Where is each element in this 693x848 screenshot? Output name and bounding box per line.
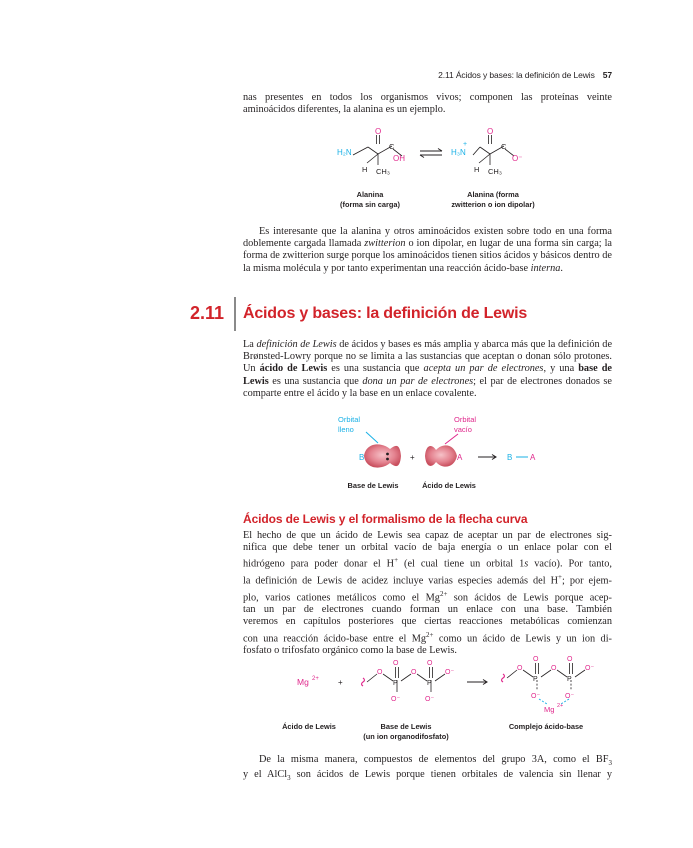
- paragraph-zwitterion: Es interesante que la alanina y otros aminoácidos existen sobre todo en una forma doblemente cargada llamada zwitterion o ion dipolar, en lugar de una forma sin carga; la forma de zwitterion surge porque los aminoácidos tienen sitios ácidos y básicos dentro de la misma molécula y por tanto experimentan una reacción ácido-base interna.: [243, 226, 612, 274]
- bridge-o-1: O: [377, 669, 383, 676]
- carbonyl-oxygen-label: O: [375, 127, 382, 136]
- diphosphate-caption: Base de Lewis (un ion organodifosfato): [363, 722, 449, 741]
- methyl-label-2: CH₃: [488, 167, 502, 176]
- base-b-label: B: [359, 453, 365, 462]
- complex-phosphorus-1: P: [533, 676, 538, 683]
- running-header: [400, 70, 612, 80]
- bridge-o-2: O: [411, 669, 417, 676]
- complex-bridge-o-1: O: [517, 665, 523, 672]
- orbital-empty-label: Orbital: [454, 415, 477, 424]
- product-a-label: A: [530, 453, 536, 462]
- carboxylate-oxygen-label: O: [487, 127, 494, 136]
- electron-dot-2: [386, 458, 389, 461]
- complex-anion-o-1: O⁻: [531, 693, 541, 700]
- complex-caption: Complejo ácido-base: [508, 722, 584, 731]
- hydrogen-label-2: H: [474, 165, 480, 174]
- complex-magnesium-label: Mg: [544, 705, 555, 714]
- paragraph-intro: [243, 92, 612, 116]
- complex-bridge-o-2: O: [551, 665, 557, 672]
- organic-group-icon-2: [502, 674, 505, 682]
- h2n-label: H₂N: [337, 148, 352, 157]
- filled-orbital-lobe: [364, 444, 401, 467]
- orbital-empty-label-2: vacío: [454, 425, 472, 434]
- running-title: 2.11 Ácidos y bases: la definición de Lewis: [438, 70, 595, 80]
- carbon-label: C: [389, 142, 395, 151]
- h3n-label: H₃N: [451, 148, 466, 157]
- plus-sign-2: +: [338, 678, 343, 687]
- anion-o-3: O⁻: [445, 669, 455, 676]
- organic-group-icon: [362, 678, 365, 686]
- orbital-full-pointer: [366, 432, 378, 443]
- empty-orbital-lobe: [425, 445, 457, 466]
- page-number: 57: [602, 70, 612, 80]
- organodiphosphate-ion: [362, 660, 455, 703]
- carboxylate-anion-label: O⁻: [512, 154, 523, 163]
- complex-phosphoryl-o-2: O: [567, 656, 573, 663]
- anion-o-1: O⁻: [391, 696, 401, 703]
- paragraph-lewis-definition: La definición de Lewis de ácidos y bases es más amplia y abarca más que la definición de Brønsted-Lowry porque no se limita a las sustancias que aceptan o donan sólo protones. Un ácido de Lewis es una sustancia que acepta un par de electrones, y una base de Lewis es una sustancia que dona un par de electrones; el par de electrones donados se comparte entre el ácido y la base en un enlace covalente.: [243, 339, 613, 399]
- complex-phosphoryl-o-1: O: [533, 656, 539, 663]
- lewis-acid-caption-2: Ácido de Lewis: [282, 722, 336, 731]
- complex-anion-o-2: O⁻: [565, 693, 575, 700]
- alanine-zwitterion: [473, 135, 514, 165]
- alanine-structures-figure: [320, 125, 550, 185]
- reaction-arrow-icon: [478, 455, 496, 460]
- orbital-full-label: Orbital: [338, 415, 361, 424]
- methyl-label: CH₃: [376, 167, 390, 176]
- complex-anion-o-3: O⁻: [585, 665, 595, 672]
- section-number: 2.11: [190, 303, 225, 323]
- reaction-arrow-icon-2: [467, 680, 487, 685]
- orbital-full-label-2: lleno: [338, 425, 354, 434]
- orbital-empty-pointer: [445, 434, 458, 444]
- phosphoryl-o-2: O: [427, 660, 433, 667]
- magnesium-label: Mg: [297, 677, 309, 687]
- electron-dot: [386, 453, 389, 456]
- anion-o-2: O⁻: [425, 696, 435, 703]
- lewis-orbital-figure: [330, 412, 550, 482]
- plus-sign: +: [410, 453, 415, 462]
- subsection-title: Ácidos de Lewis y el formalismo de la flecha curva: [243, 512, 528, 526]
- hydrogen-label: H: [362, 165, 368, 174]
- intro-line-2: aminoácidos diferentes, la alanina es un ejemplo.: [243, 104, 446, 116]
- diphosphate-complex-figure: [285, 652, 605, 714]
- paragraph-group-3a: De la misma manera, compuestos de elementos del grupo 3A, como el $BF_3$ y el AlCl$_3$ son ácidos de Lewis porque tienen orbitales de valencia sin llenar y: [243, 754, 612, 783]
- phosphorus-2: P: [427, 680, 432, 687]
- phosphoryl-o-1: O: [393, 660, 399, 667]
- alanine-neutral-caption: Alanina (forma sin carga): [340, 190, 400, 209]
- intro-line-1: nas presentes en todos los organismos vivos; componen las proteínas veinte: [243, 92, 612, 103]
- complex-magnesium-charge: 2+: [557, 703, 564, 709]
- carbon-label-2: C: [501, 142, 507, 151]
- product-b-label: B: [507, 453, 513, 462]
- magnesium-charge: 2+: [312, 676, 319, 682]
- complex-phosphorus-2: P: [567, 676, 572, 683]
- section-title: Ácidos y bases: la definición de Lewis: [243, 305, 528, 322]
- alanine-zwitterion-caption: Alanina (forma zwitterion o ion dipolar): [451, 190, 535, 209]
- lewis-base-caption: Base de Lewis: [347, 481, 399, 490]
- lewis-acid-caption: Ácido de Lewis: [422, 481, 476, 490]
- hydroxyl-label: OH: [393, 154, 405, 163]
- paragraph-lewis-acids: El hecho de que un ácido de Lewis sea capaz de aceptar un par de electrones sig- nifica que debe tener un orbital vacío de baja energía o un enlace polar con el hidrógeno para poder donar el H+ (el cual tiene un orbital 1s vacío). Por tanto, la definición de Lewis de acidez incluye varias especies además del H+; por ejem- plo, varios cationes metálicos como el $Mg^{2+}$ son ácidos de Lewis porque acep- tan un par de electrones cuando forman un enlace con una base. También veremos en capítulos posteriores que ciertas reacciones metabólicas comienzan con una reacción ácido-base entre el $Mg^{2+}$ como un ácido de Lewis y un ion di- fosfato o trifosfato orgánico como la base de Lewis.: [243, 530, 612, 657]
- acid-a-label: A: [457, 453, 463, 462]
- equilibrium-arrows-icon: [420, 149, 442, 158]
- acid-base-complex: [502, 656, 595, 714]
- section-divider: [234, 297, 236, 331]
- ammonium-charge-label: +: [463, 141, 468, 148]
- phosphorus-1: P: [393, 680, 398, 687]
